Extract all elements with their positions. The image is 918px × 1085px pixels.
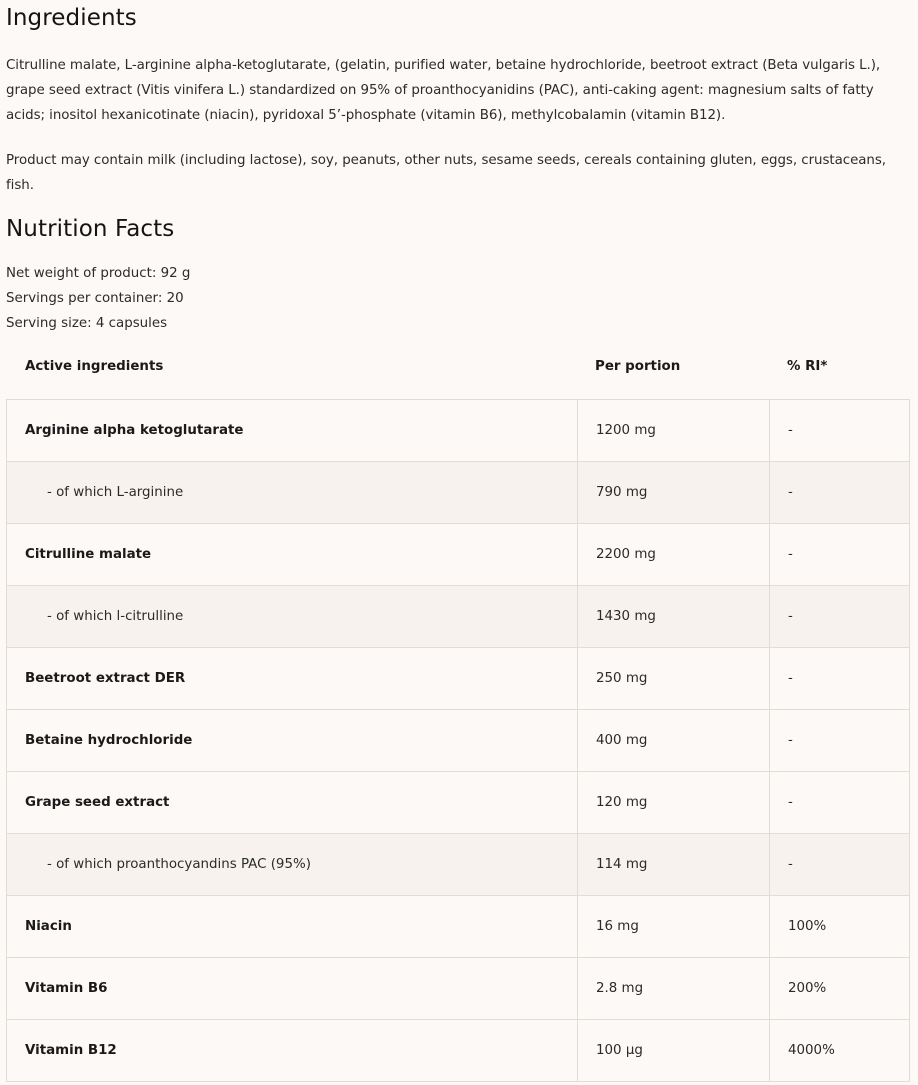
table-row [7,958,910,1020]
allergy-text: Product may contain milk (including lactose), soy, peanuts, other nuts, sesame seeds, cereals containing gluten, eggs, crustaceans, fish. [6,153,886,193]
nutrition-table [6,399,910,1082]
ingredient-name: Betaine hydrochloride [7,710,578,772]
ingredient-name: - of which l-citrulline [7,586,578,648]
table-row [7,524,910,586]
header-per-portion: Per portion [595,359,681,374]
ri-value: 100% [770,896,910,958]
ri-value: - [770,400,910,462]
ingredient-name: Arginine alpha ketoglutarate [7,400,578,462]
per-portion-value: 114 mg [578,834,770,896]
table-row [7,462,910,524]
ri-value: 200% [770,958,910,1020]
ingredient-name: Niacin [7,896,578,958]
table-row [7,710,910,772]
ingredient-name: Grape seed extract [7,772,578,834]
servings-per-container: Servings per container: 20 [6,291,184,306]
per-portion-value: 400 mg [578,710,770,772]
table-row [7,648,910,710]
per-portion-value: 250 mg [578,648,770,710]
table-row [7,586,910,648]
header-ri: % RI* [787,359,828,374]
header-active-ingredients: Active ingredients [25,359,164,374]
ingredient-name: Vitamin B6 [7,958,578,1020]
ri-value: - [770,462,910,524]
table-row [7,896,910,958]
ingredient-name: Beetroot extract DER [7,648,578,710]
nutrition-title: Nutrition Facts [6,216,175,242]
nutrition-table-header [6,359,908,379]
ingredients-title: Ingredients [6,5,137,31]
per-portion-value: 1430 mg [578,586,770,648]
ingredient-name: Vitamin B12 [7,1020,578,1082]
ri-value: - [770,648,910,710]
table-row [7,834,910,896]
ri-value: - [770,524,910,586]
table-row [7,400,910,462]
serving-size: Serving size: 4 capsules [6,316,168,331]
ri-value: - [770,834,910,896]
per-portion-value: 16 mg [578,896,770,958]
ingredients-text: Citrulline malate, L-arginine alpha-ketoglutarate, (gelatin, purified water, betaine hydrochloride, beetroot extract (Beta vulgaris L.), grape seed extract (Vitis vinifera L.) standardized on 95% of proanthocyanidins (PAC), anti-caking agent: magnesium salts of fatty acids; inositol hexanicotinate (niacin), pyridoxal 5’-phosphate (vitamin B6), methylcobalamin (vitamin B12). [6,58,881,123]
per-portion-value: 2.8 mg [578,958,770,1020]
ri-value: - [770,586,910,648]
ingredient-name: - of which L-arginine [7,462,578,524]
ingredient-name: Citrulline malate [7,524,578,586]
ingredient-name: - of which proanthocyandins PAC (95%) [7,834,578,896]
per-portion-value: 790 mg [578,462,770,524]
ri-value: - [770,710,910,772]
per-portion-value: 1200 mg [578,400,770,462]
per-portion-value: 120 mg [578,772,770,834]
ri-value: - [770,772,910,834]
per-portion-value: 100 µg [578,1020,770,1082]
table-row [7,772,910,834]
table-row [7,1020,910,1082]
net-weight: Net weight of product: 92 g [6,266,191,281]
per-portion-value: 2200 mg [578,524,770,586]
ri-value: 4000% [770,1020,910,1082]
